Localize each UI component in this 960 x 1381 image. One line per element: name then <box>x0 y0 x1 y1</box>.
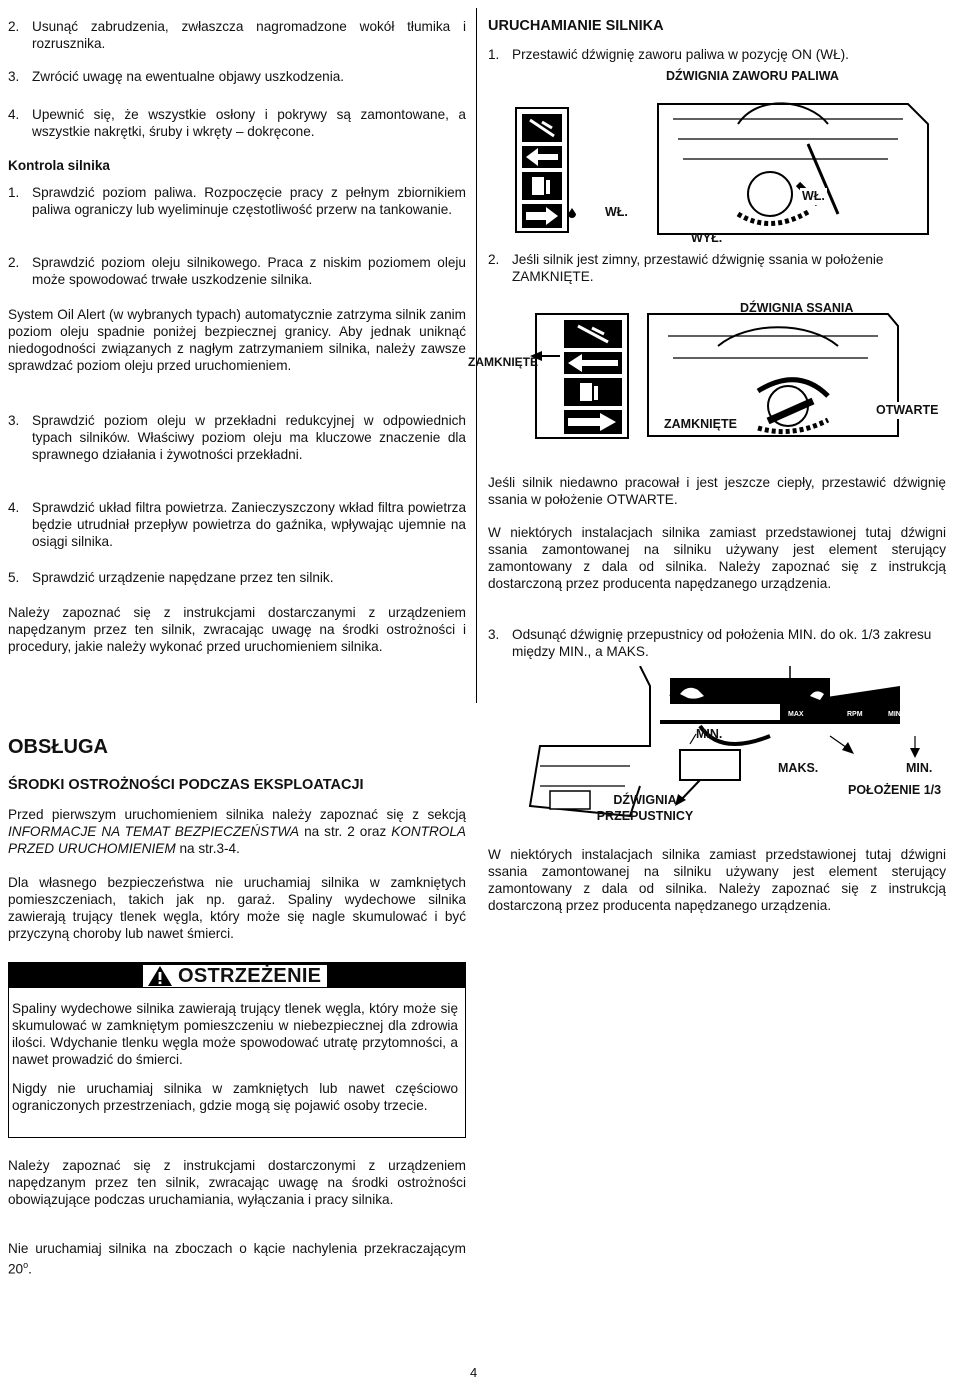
left-item-4: 4. Upewnić się, że wszystkie osłony i pokrywy są zamontowane, a wszystkie nakrętki, śruby i wkręty – dokręcone. <box>8 107 466 139</box>
warning-title: OSTRZEŻENIE <box>143 965 327 987</box>
starting-heading: URUCHAMIANIE SILNIKA <box>488 18 664 34</box>
kontrola-item-3: 3. Sprawdzić poziom oleju w przekładni redukcyjnej w odpowiednich typach silników. Właściwy poziom oleju ma kluczowe znaczenie dla sprawnego działania i żywotności przekładni. <box>8 413 466 462</box>
throttle-min-label-1: MIN. <box>696 727 723 741</box>
throttle-plate-max: MAX <box>788 711 804 718</box>
operation-paragraph: Należy zapoznać się z instrukcjami dostarczonymi z urządzeniem napędzanym przez ten silnik, zwracając uwagę na środki ostrożności obowiązujące podczas uruchamiania, wyłączania i pracy silnika. <box>8 1158 466 1207</box>
srodki-heading: ŚRODKI OSTROŻNOŚCI PODCZAS EKSPLOATACJI <box>8 777 364 793</box>
kontrola-item-2: 2. Sprawdzić poziom oleju silnikowego. Praca z niskim poziomem oleju może spowodować trwałe uszkodzenie silnika. <box>8 255 466 287</box>
choke-open-label: OTWARTE <box>876 403 939 417</box>
warning-paragraph-2: Nigdy nie uruchamiaj silnika w zamkniętych lub nawet częściowo ograniczonych przestrzeniach, gdzie mogą się pojawić osoby trzecie. <box>12 1081 458 1113</box>
throttle-position-label: POŁOŻENIE 1/3 <box>848 783 942 797</box>
throttle-max-label: MAKS. <box>778 761 819 775</box>
start-item-2: 2. Jeśli silnik jest zimny, przestawić dźwignię ssania w położenie ZAMKNIĘTE. <box>488 252 884 284</box>
obsluga-heading: OBSŁUGA <box>8 736 108 758</box>
fuel-valve-title: DŹWIGNIA ZAWORU PALIWA <box>666 69 839 83</box>
oil-alert-paragraph: System Oil Alert (w wybranych typach) automatycznie zatrzyma silnik zanim poziom oleju spadnie poniżej bezpiecznej granicy. Aby jednak uniknąć niedogodności związanych z nagłym zatrzymaniem silnika, należy zawsze sprawdzać poziom oleju przed uruchomieniem. <box>8 307 466 373</box>
throttle-min-label-2: MIN. <box>906 761 933 775</box>
warning-header-bar <box>8 962 466 988</box>
choke-closed-label-2: ZAMKNIĘTE <box>664 417 737 431</box>
warning-triangle-icon <box>147 965 173 987</box>
instructions-paragraph: Należy zapoznać się z instrukcjami dostarczanymi z urządzeniem napędzanym przez ten silnik, zwracając uwagę na środki ostrożności i procedury, jakie należy wykonać przed uruchomieniem silnika. <box>8 605 466 654</box>
warning-paragraph-1: Spaliny wydechowe silnika zawierają trujący tlenek węgla, który może się skumulować w zamkniętym pomieszczeniu w niebezpiecznej dla zdrowia ilości. Wdychanie tlenku węgla może spowodować utratę przytomności, a nawet prowadzić do śmierci. <box>12 1001 458 1067</box>
warm-engine-paragraph: Jeśli silnik niedawno pracował i jest jeszcze ciepły, przestawić dźwignię ssania w położenie OTWARTE. <box>488 475 946 507</box>
start-item-1: 1. Przestawić dźwignię zaworu paliwa w pozycję ON (WŁ). <box>488 47 849 62</box>
choke-lever-title: DŹWIGNIA SSANIA <box>740 301 854 315</box>
throttle-figure <box>520 666 950 836</box>
fuel-valve-figure <box>508 64 948 244</box>
fuel-on-label-2: WŁ. <box>802 189 825 203</box>
page-number: 4 <box>470 1365 478 1380</box>
choke-lever-figure <box>468 296 948 442</box>
precautions-paragraph-1: Przed pierwszym uruchomieniem silnika należy zapoznać się z sekcją INFORMACJE NA TEMAT BEZPIECZEŃSTWA na str. 2 oraz KONTROLA PRZED URUCHOMIENIEM na str.3-4. <box>8 807 466 856</box>
throttle-lever-label: DŹWIGNIA PRZEPUSTNICY <box>596 793 694 823</box>
fuel-on-label-1: WŁ. <box>605 205 628 219</box>
choke-closed-label-1: ZAMKNIĘTE <box>468 355 538 369</box>
throttle-plate-min: MIN <box>888 711 901 718</box>
kontrola-item-5: 5. Sprawdzić urządzenie napędzane przez ten silnik. <box>8 570 334 585</box>
slope-paragraph: Nie uruchamiaj silnika na zboczach o kącie nachylenia przekraczającym 20$^o$. <box>8 1241 466 1277</box>
fuel-off-label: WYŁ. <box>691 231 723 245</box>
start-item-3: 3. Odsunąć dźwignię przepustnicy od położenia MIN. do ok. 1/3 zakresu między MIN., a MAKS. <box>488 627 932 659</box>
kontrola-item-1: 1. Sprawdzić poziom paliwa. Rozpoczęcie pracy z pełnym zbiornikiem paliwa ograniczy lub wyeliminuje częstotliwość przerw na tankowanie. <box>8 185 466 217</box>
throttle-plate-rpm: RPM <box>847 711 863 718</box>
remote-control-paragraph-2: W niektórych instalacjach silnika zamiast przedstawionej tutaj dźwigni ssania zamontowanej na silniku używany jest element sterujący zamontowany z dala od silnika. Należy zapoznać się z instrukcją dostarczoną przez producenta napędzanego urządzenia. <box>488 847 946 913</box>
fuel-valve-drawing <box>508 64 948 244</box>
precautions-paragraph-2: Dla własnego bezpieczeństwa nie uruchamiaj silnika w zamkniętych pomieszczeniach, takich jak np. garaż. Spaliny wydechowe silnika zawierają trujący tlenek węgla, który może się nagle skumulować i być przyczyną choroby lub nawet śmierci. <box>8 875 466 941</box>
kontrola-item-4: 4. Sprawdzić układ filtra powietrza. Zanieczyszczony wkład filtra powietrza będzie utrudniał przepływ powietrza do gaźnika, wpływając ujemnie na osiągi silnika. <box>8 500 466 549</box>
remote-control-paragraph-1: W niektórych instalacjach silnika zamiast przedstawionej tutaj dźwigni ssania zamontowanej na silniku używany jest element sterujący zamontowany z dala od silnika. Należy zapoznać się z instrukcją dostarczoną przez producenta napędzanego urządzenia. <box>488 525 946 591</box>
kontrola-heading: Kontrola silnika <box>8 158 110 173</box>
left-item-2: 2. Usunąć zabrudzenia, zwłaszcza nagromadzone wokół tłumika i rozrusznika. <box>8 19 466 51</box>
left-item-3: 3. Zwrócić uwagę na ewentualne objawy uszkodzenia. <box>8 69 345 84</box>
